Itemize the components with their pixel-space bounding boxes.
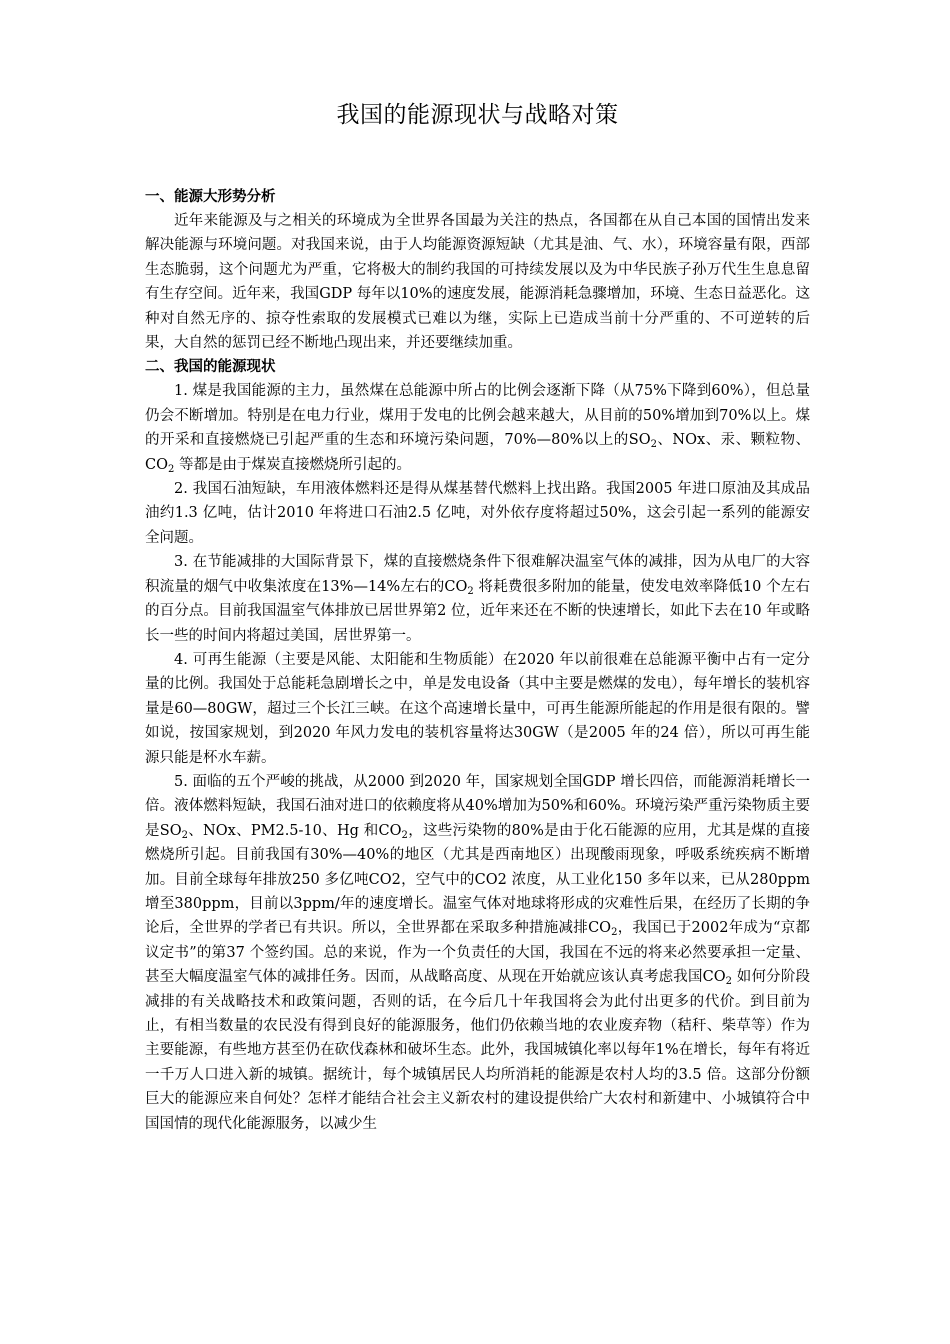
- text-run: 等都是由于煤炭直接燃烧所引起的。: [174, 456, 411, 473]
- page-title: 我国的能源现状与战略对策: [336, 102, 619, 128]
- subscript: 2: [167, 463, 175, 475]
- paragraph-renewable: 4. 可再生能源（主要是风能、太阳能和生物质能）在2020 年以前很难在总能源平衡中占有一定分量的比例。我国处于总能耗急剧增长之中，单是发电设备（其中主要是燃煤的发电），每年增长的装机容量是60—80GW，超过三个长江三峡。在这个高速增长量中，可再生能源所能起的作用是很有限的。譬如说，按国家规划，到2020 年风力发电的装机容量将达30GW（是2005 年的24 倍），所以可再生能源只能是杯水车薪。: [145, 651, 810, 766]
- subscript: 2: [181, 829, 188, 841]
- subscript: 2: [725, 976, 733, 988]
- text-run: ，这些污染物的80%是由于化石能源的应用，尤其是煤的直接燃烧所引起。目前我国有30%—40%的地区（尤其是西南地区）出现酸雨现象，呼吸系统疾病不断增加。目前全球每年排放250 多亿吨CO2，空气中的CO2 浓度，从工业化150 多年以来，已从280ppm增至380ppm，目前以3ppm/年的速度增长。温室气体对地球将形成的灾难性后果，在经历了长期的争论后，全世界的学者已有共识。所以，全世界都在采取多种措施减排CO: [145, 822, 810, 937]
- paragraph-coal: [145, 379, 810, 477]
- text-run: 、NOx、PM2.5-10、Hg 和CO: [187, 822, 402, 839]
- text-run: 将耗费很多附加的能量，使发电效率降低10 个左右的百分点。目前我国温室气体排放已居世界第2 位，近年来还在不断的快速增长，如此下去在10 年或略长一些的时间内将超过美国，居世界第一。: [145, 578, 810, 644]
- text-run: 1. 煤是我国能源的主力，虽然煤在总能源中所占的比例会逐渐下降（从75%下降到60%），但总量仍会不断增加。特别是在电力行业，煤用于发电的比例会越来越大，从目前的50%增加到70%以上。煤的开采和直接燃烧已引起严重的生态和环境污染问题，70%—80%以上的SO: [145, 383, 810, 449]
- paragraph-emission: [145, 550, 810, 648]
- section-heading-1: 一、能源大形势分析: [145, 189, 276, 205]
- subscript: 2: [611, 927, 618, 939]
- text-run: ，我国已于2002年成为“京都议定书”的第37 个签约国。总的来说，作为一个负责任的大国，我国在不远的将来必然要承担一定量、甚至大幅度温室气体的减排任务。因而，从战略高度、从现在开始就应该认真考虑我国CO: [145, 920, 810, 986]
- paragraph-energy-situation: 近年来能源及与之相关的环境成为全世界各国最为关注的热点，各国都在从自己本国的国情出发来解决能源与环境问题。对我国来说，由于人均能源资源短缺（尤其是油、气、水），环境容量有限，西部生态脆弱，这个问题尤为严重，它将极大的制约我国的可持续发展以及为中华民族子孙万代生生息息留有生存空间。近年来，我国GDP 每年以10%的速度发展，能源消耗急骤增加，环境、生态日益恶化。这种对自然无序的、掠夺性索取的发展模式已难以为继，实际上已造成当前十分严重的、不可逆转的后果，大自然的惩罚已经不断地凸现出来，并还要继续加重。: [145, 213, 810, 352]
- section-heading-2: 二、我国的能源现状: [145, 359, 276, 376]
- paragraph-challenges: [145, 770, 810, 1136]
- text-run: 、NOx、汞、颗粒物、CO: [145, 432, 810, 473]
- subscript: 2: [401, 829, 408, 841]
- text-run: 3. 在节能减排的大国际背景下，煤的直接燃烧条件下很难解决温室气体的减排，因为从电厂的大容积流量的烟气中收集浓度在13%—14%左右的CO: [145, 554, 810, 595]
- subscript: 2: [650, 439, 657, 451]
- document-page: [145, 98, 810, 1136]
- paragraph-oil: 2. 我国石油短缺，车用液体燃料还是得从煤基替代燃料上找出路。我国2005 年进口原油及其成品油约1.3 亿吨，估计2010 年将进口石油2.5 亿吨，对外依存度将超过50%，这会引起一系列的能源安全问题。: [145, 481, 810, 546]
- subscript: 2: [467, 585, 474, 597]
- text-run: 如何分阶段减排的有关战略技术和政策问题，否则的话，在今后几十年我国将会为此付出更多的代价。到目前为止，有相当数量的农民没有得到良好的能源服务，他们仍依赖当地的农业废弃物（秸秆、柴草等）作为主要能源，有些地方甚至仍在砍伐森林和破坏生态。此外，我国城镇化率以每年1%在增长，每年有将近一千万人口进入新的城镇。据统计，每个城镇居民人均所消耗的能源是农村人均的3.5 倍。这部分份额巨大的能源应来自何处？怎样才能结合社会主义新农村的建设提供给广大农村和新建中、小城镇符合中国国情的现代化能源服务，以减少生: [145, 969, 811, 1132]
- text-run: 5. 面临的五个严峻的挑战，从2000 到2020 年，国家规划全国GDP 增长四倍，而能源消耗增长一倍。液体燃料短缺，我国石油对进口的依赖度将从40%增加为50%和60%。环境污染严重污染物质主要是SO: [145, 773, 810, 839]
